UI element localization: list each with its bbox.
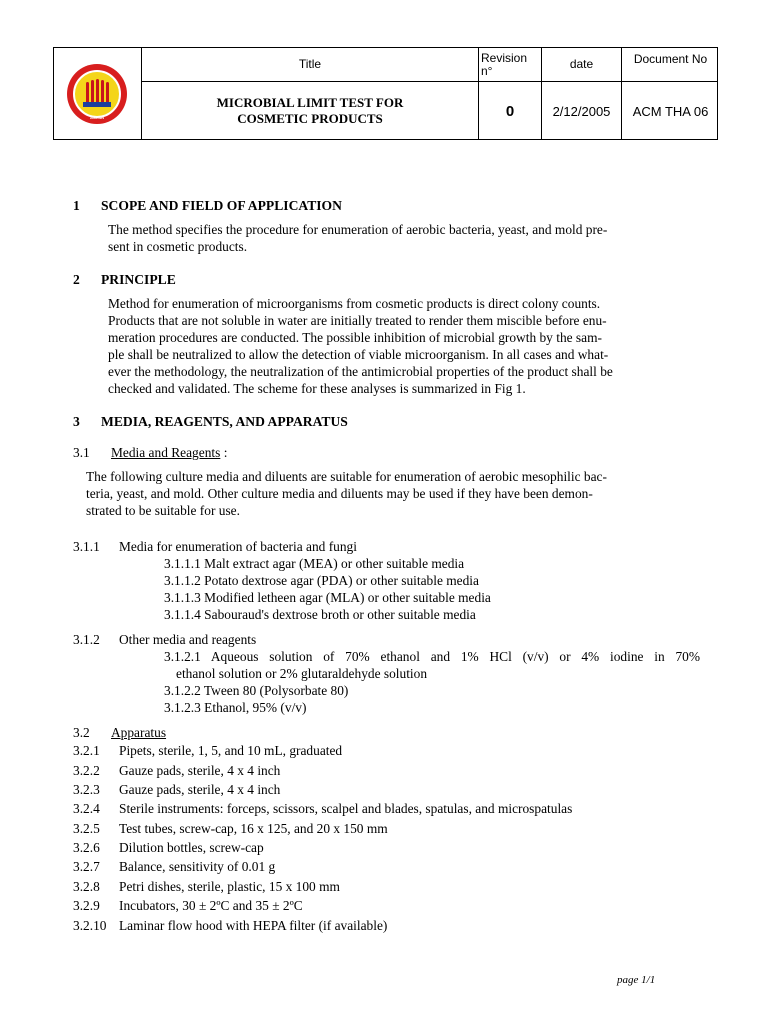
apparatus-number: 3.2.9 [73,898,100,913]
body-line: checked and validated. The scheme for these analyses is summarized in Fig 1. [108,381,526,396]
list-item: 3.1.1.2 Potato dextrose agar (PDA) or other suitable media [164,573,479,588]
body-line: Products that are not soluble in water are initially treated to render them miscible before enu- [108,313,607,328]
section-number: 1 [73,198,80,213]
apparatus-number: 3.2.2 [73,763,100,778]
page-number: page 1/1 [617,974,656,986]
section-title: MEDIA, REAGENTS, AND APPARATUS [101,414,348,429]
list-item: 3.1.1.4 Sabouraud's dextrose broth or other suitable media [164,607,476,622]
document-header-table [53,47,718,140]
body-line: Method for enumeration of microorganisms from cosmetic products is direct colony counts. [108,296,601,311]
subsection-title-text: Media and Reagents [111,445,221,460]
subsection-title: Other media and reagents [119,632,257,647]
apparatus-item: Pipets, sterile, 1, 5, and 10 mL, graduated [119,743,343,758]
apparatus-number: 3.2.7 [73,859,100,874]
body-line: strated to be suitable for use. [86,503,240,518]
section-body [108,295,695,397]
body-line: ever the methodology, the neutralization of the antimicrobial properties of the product shall be [108,364,613,379]
list-item: 3.1.1.3 Modified letheen agar (MLA) or other suitable media [164,590,491,605]
list-item: 3.1.2.3 Ethanol, 95% (v/v) [164,700,307,715]
section-number: 3 [73,414,80,429]
subsection-title: Apparatus [111,725,167,740]
apparatus-item: Petri dishes, sterile, plastic, 15 x 100 mm [119,879,340,894]
apparatus-item: Gauze pads, sterile, 4 x 4 inch [119,782,281,797]
apparatus-item: Test tubes, screw-cap, 16 x 125, and 20 x 150 mm [119,821,388,836]
logo-text: ASEAN [89,115,104,120]
body-line: ple shall be neutralized to allow the detection of viable microorganism. In all cases and what- [108,347,609,362]
apparatus-number: 3.2.4 [73,801,100,816]
document-date: 2/12/2005 [552,103,611,119]
subsection-title: Media for enumeration of bacteria and fungi [119,539,357,554]
list-item-continuation: ethanol solution or 2% glutaraldehyde solution [176,666,428,681]
apparatus-number: 3.2.6 [73,840,100,855]
section-title: PRINCIPLE [101,272,176,287]
apparatus-number: 3.2.3 [73,782,100,797]
apparatus-item: Gauze pads, sterile, 4 x 4 inch [119,763,281,778]
document-title: MICROBIAL LIMIT TEST FOR COSMETIC PRODUCTS [216,95,404,126]
subsection-number: 3.1.1 [73,539,100,554]
body-line: teria, yeast, and mold. Other culture media and diluents may be used if they have been demon- [86,486,593,501]
rice-stalks-icon [77,74,117,114]
apparatus-item: Dilution bottles, screw-cap [119,840,264,855]
title-label: Title [298,57,322,71]
apparatus-number: 3.2.10 [73,918,107,933]
apparatus-item: Incubators, 30 ± 2ºC and 35 ± 2ºC [119,898,303,913]
apparatus-item: Laminar flow hood with HEPA filter (if available) [119,918,388,933]
list-item: 3.1.1.1 Malt extract agar (MEA) or other suitable media [164,556,465,571]
subsection-title [111,444,227,461]
apparatus-number: 3.2.8 [73,879,100,894]
apparatus-item: Balance, sensitivity of 0.01 g [119,859,276,874]
body-line: The method specifies the procedure for enumeration of aerobic bacteria, yeast, and mold pre- [108,222,608,237]
apparatus-number: 3.2.1 [73,743,100,758]
asean-logo [67,64,127,124]
revision-label: Revision n° [481,50,528,78]
docno-label: Document No [633,51,708,66]
body-line: meration procedures are conducted. The possible inhibition of microbial growth by the sam- [108,330,602,345]
document-number: ACM THA 06 [632,103,709,119]
subsection-number: 3.1.2 [73,632,100,647]
list-item: 3.1.2.2 Tween 80 (Polysorbate 80) [164,683,349,698]
list-item: 3.1.2.1 Aqueous solution of 70% ethanol and 1% HCl (v/v) or 4% iodine in 70% [164,649,700,664]
subsection-body [86,468,695,519]
subsection-number: 3.1 [73,445,90,460]
apparatus-item: Sterile instruments: forceps, scissors, scalpel and blades, spatulas, and microspatulas [119,801,573,816]
subsection-number: 3.2 [73,725,90,740]
section-body [108,221,695,255]
section-number: 2 [73,272,80,287]
apparatus-number: 3.2.5 [73,821,100,836]
date-label: date [569,57,594,71]
body-line: sent in cosmetic products. [108,239,248,254]
subsection-colon: : [223,445,228,460]
section-title: SCOPE AND FIELD OF APPLICATION [101,198,342,213]
revision-number: 0 [505,102,515,120]
body-line: The following culture media and diluents are suitable for enumeration of aerobic mesophilic bac- [86,469,607,484]
